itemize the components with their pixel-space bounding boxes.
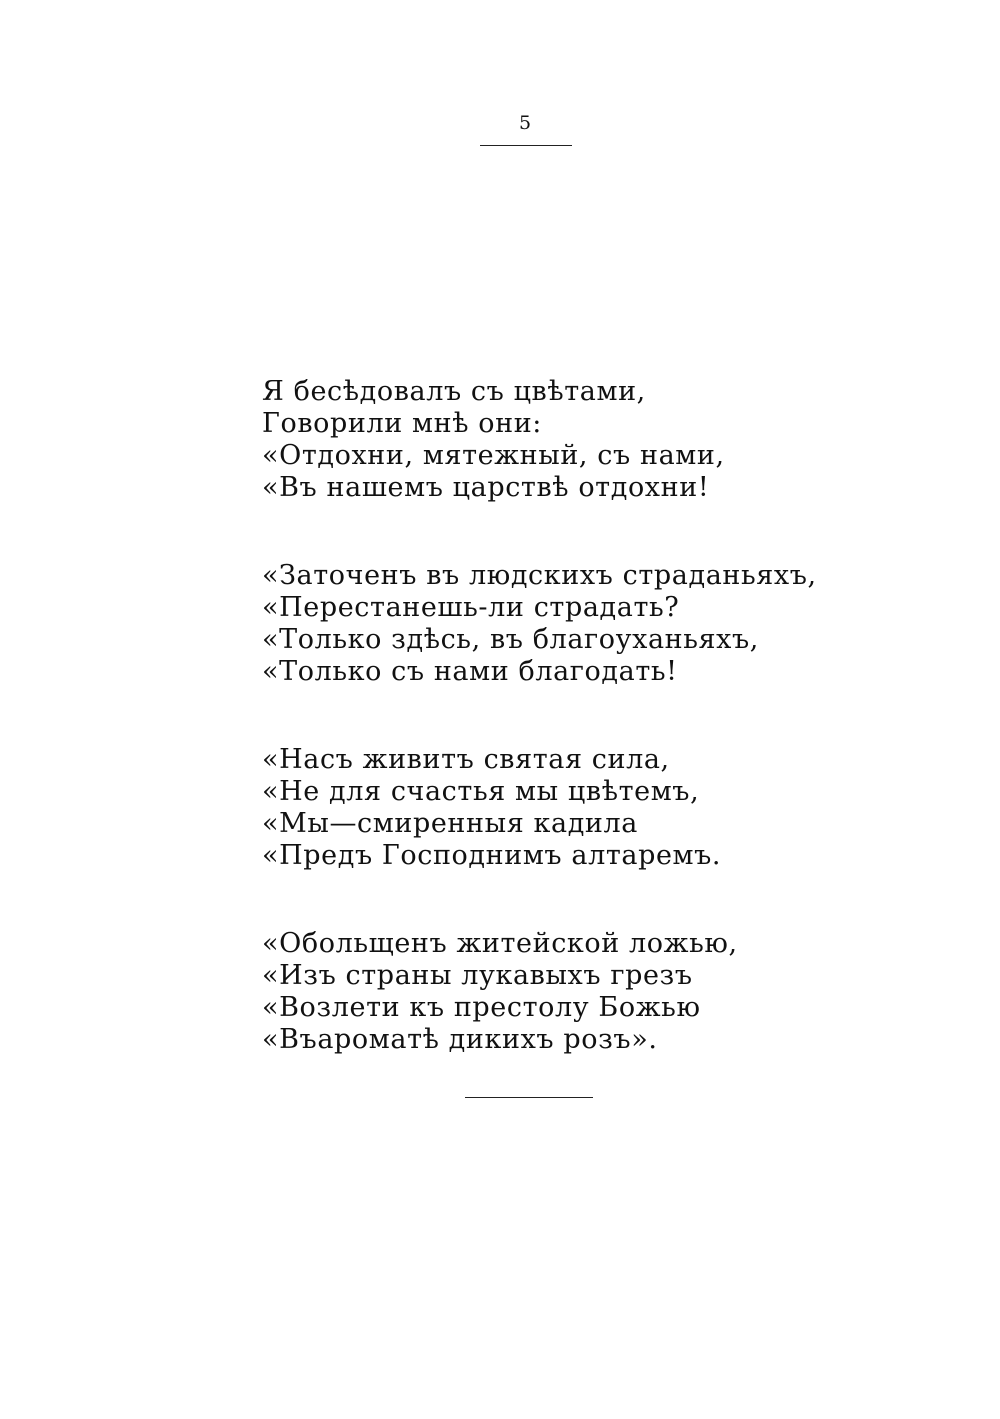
stanza (262, 560, 882, 688)
verse-line: Говорили мнѣ они: (262, 408, 543, 439)
header-rule (480, 145, 572, 146)
verse-line: «Только здѣсь, въ благоуханьяхъ, (262, 624, 759, 655)
verse-line: «Отдохни, мятежный, съ нами, (262, 440, 725, 471)
verse-line: «Перестанешь-ли страдать? (262, 592, 680, 623)
end-rule (465, 1097, 593, 1098)
verse-line: «Изъ страны лукавыхъ грезъ (262, 960, 693, 991)
verse-line: «Обольщенъ житейской ложью, (262, 928, 738, 959)
verse-line: «Насъ живитъ святая сила, (262, 744, 670, 775)
page-number: 5 (518, 112, 532, 134)
verse-line: «Заточенъ въ людскихъ страданьяхъ, (262, 560, 817, 591)
verse-line: «Мы—смиренныя кадила (262, 808, 638, 839)
verse-line: Я бесѣдовалъ съ цвѣтами, (262, 376, 646, 407)
stanza (262, 928, 882, 1056)
stanza (262, 376, 882, 504)
verse-line: «Въ нашемъ царствѣ отдохни! (262, 472, 710, 503)
verse-line: «Не для счастья мы цвѣтемъ, (262, 776, 700, 807)
stanza (262, 744, 882, 872)
verse-line: «Въароматѣ дикихъ розъ». (262, 1024, 658, 1055)
verse-line: «Только съ нами благодать! (262, 656, 678, 687)
poem (262, 376, 882, 1056)
verse-line: «Возлети къ престолу Божью (262, 992, 701, 1023)
verse-line: «Предъ Господнимъ алтаремъ. (262, 840, 722, 871)
